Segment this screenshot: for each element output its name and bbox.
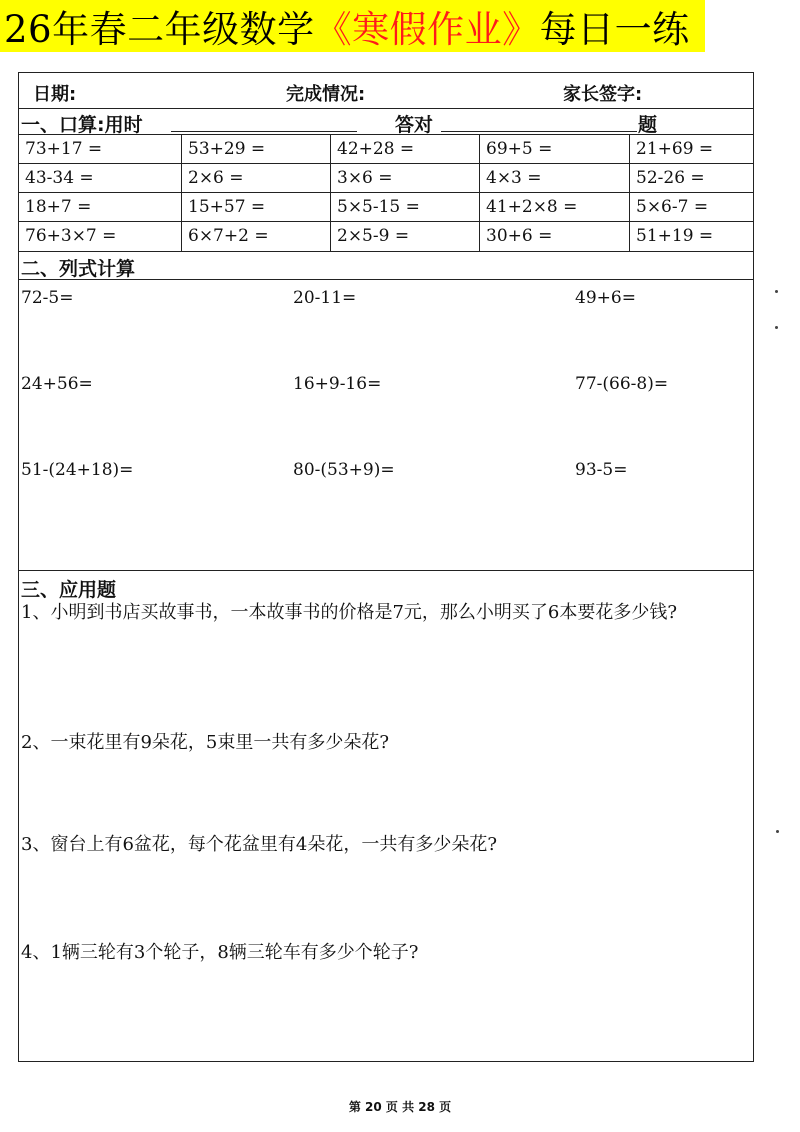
oral-heading-row — [19, 109, 753, 135]
oral-cell: 5×6-7 = — [636, 197, 709, 217]
title-banner — [0, 0, 705, 52]
worksheet — [18, 72, 754, 1062]
signature-label: 家长签字: — [563, 84, 643, 105]
scan-dot — [776, 830, 779, 833]
question-4: 4、1辆三轮有3个轮子，8辆三轮车有多少个轮子? — [21, 942, 419, 963]
written-item: 77-(66-8)= — [575, 374, 669, 394]
oral-cell: 69+5 = — [480, 135, 630, 163]
question-1: 1、小明到书店买故事书，一本故事书的价格是7元，那么小明买了6本要花多少钱? — [21, 602, 678, 623]
title-suffix: 每日一练 — [539, 8, 690, 51]
oral-cell: 42+28 = — [331, 135, 480, 163]
written-area — [19, 280, 753, 571]
written-item: 80-(53+9)= — [293, 460, 395, 480]
oral-cell: 53+29 = — [182, 135, 331, 163]
written-item: 24+56= — [21, 374, 93, 394]
oral-grid — [19, 135, 753, 252]
oral-cell: 2×5-9 = — [331, 222, 480, 251]
table-row — [19, 135, 753, 164]
unit-label: 题 — [638, 114, 658, 136]
application-heading: 三、应用题 — [21, 579, 117, 601]
title-text: 26年春二年级数学 — [4, 8, 315, 51]
written-heading: 二、列式计算 — [21, 258, 136, 280]
info-row — [19, 73, 753, 109]
oral-cell: 76+3×7 = — [19, 222, 182, 251]
written-heading-row — [19, 251, 753, 280]
page-footer: 第 20 页 共 28 页 — [348, 1100, 452, 1114]
oral-cell: 43-34 = — [19, 164, 182, 192]
oral-cell: 5×5-15 = — [331, 193, 480, 221]
question-2: 2、一束花里有9朵花，5束里一共有多少朵花? — [21, 732, 390, 753]
scan-dot — [775, 290, 778, 293]
oral-cell: 52-26 = — [636, 168, 705, 188]
question-3: 3、窗台上有6盆花，每个花盆里有4朵花，一共有多少朵花? — [21, 834, 498, 855]
written-item: 20-11= — [293, 288, 357, 308]
written-item: 49+6= — [575, 288, 636, 308]
oral-cell: 6×7+2 = — [182, 222, 331, 251]
oral-cell: 51+19 = — [636, 226, 714, 246]
table-row — [19, 193, 753, 222]
oral-heading: 一、口算:用时 — [21, 114, 143, 136]
oral-cell: 73+17 = — [19, 135, 182, 163]
written-item: 72-5= — [21, 288, 74, 308]
written-item: 16+9-16= — [293, 374, 382, 394]
oral-cell: 41+2×8 = — [480, 193, 630, 221]
table-row — [19, 164, 753, 193]
correct-label: 答对 — [395, 114, 434, 136]
completion-label: 完成情况: — [286, 84, 366, 105]
title-highlight: 《寒假作业》 — [314, 8, 540, 51]
oral-cell: 30+6 = — [480, 222, 630, 251]
oral-cell: 18+7 = — [19, 193, 182, 221]
table-row — [19, 222, 753, 251]
written-item: 51-(24+18)= — [21, 460, 134, 480]
oral-cell: 3×6 = — [331, 164, 480, 192]
written-item: 93-5= — [575, 460, 628, 480]
oral-cell: 2×6 = — [182, 164, 331, 192]
oral-cell: 15+57 = — [182, 193, 331, 221]
oral-cell: 4×3 = — [480, 164, 630, 192]
date-label: 日期: — [33, 84, 77, 105]
oral-cell: 21+69 = — [636, 139, 714, 159]
scan-dot — [775, 326, 778, 329]
